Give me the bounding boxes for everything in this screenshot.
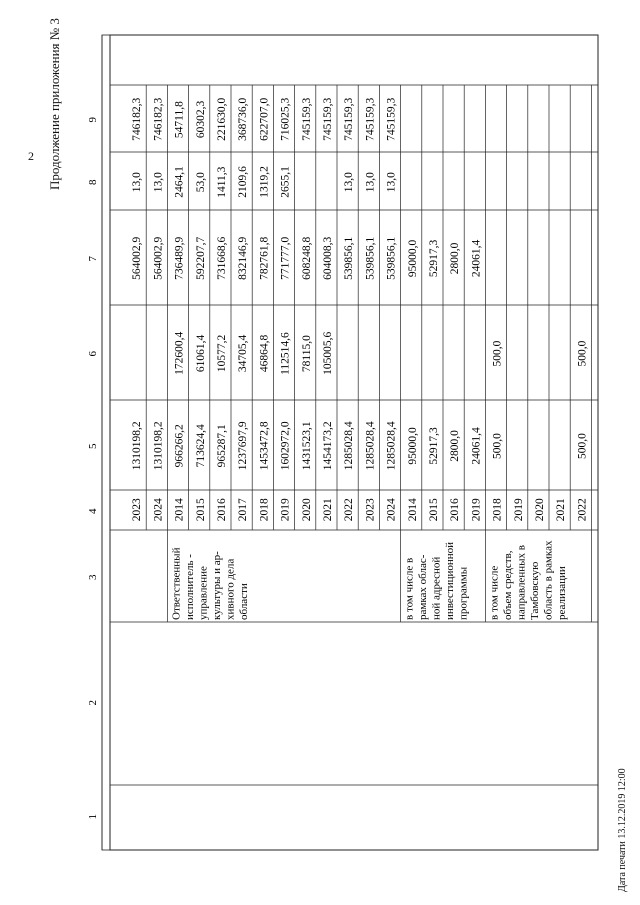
value-cell-8: 13,0 [152, 172, 165, 193]
value-cell-7: 592207,7 [194, 236, 207, 280]
column-header-4: 4 [87, 508, 99, 514]
value-cell-9: 368736,0 [237, 97, 250, 141]
value-cell-9: 221630,0 [216, 97, 228, 141]
year-cell: 2016 [216, 498, 228, 522]
value-cell-9: 745159,3 [300, 97, 313, 141]
print-date: Дата печати 13.12.2019 12:00 [617, 768, 628, 892]
value-cell-9: 746182,3 [152, 97, 165, 141]
value-cell-7: 608248,8 [300, 236, 313, 280]
value-cell-8: 13,0 [364, 172, 377, 193]
value-cell-6: 10577,2 [216, 334, 228, 373]
value-cell-7: 24061,4 [470, 239, 483, 278]
year-cell: 2015 [194, 498, 207, 522]
value-cell-6: 105005,6 [322, 331, 334, 375]
value-cell-5: 966266,2 [173, 424, 186, 468]
block-label-line: объем средств, [501, 550, 514, 620]
year-cell: 2019 [279, 498, 292, 522]
value-cell-5: 1310198,2 [131, 421, 144, 471]
value-cell-7: 539856,1 [343, 236, 356, 280]
block-label-line: инвестиционной [444, 541, 457, 620]
value-cell-7: 539856,1 [385, 236, 398, 280]
block-label-line: направленных в [515, 545, 528, 620]
value-cell-8: 13,0 [385, 172, 398, 193]
year-cell: 2014 [406, 498, 419, 522]
block-label-line: в том числе [488, 565, 501, 620]
value-cell-7: 832146,9 [237, 236, 250, 280]
block-label-line: Тамбовскую [528, 561, 541, 620]
value-cell-7: 736489,9 [173, 236, 186, 280]
value-cell-7: 564002,9 [131, 236, 144, 280]
value-cell-6: 61061,4 [194, 334, 207, 373]
value-cell-5: 1310198,2 [152, 421, 165, 471]
value-cell-7: 771777,0 [279, 236, 292, 280]
year-cell: 2022 [343, 498, 356, 522]
year-cell: 2020 [300, 498, 313, 522]
value-cell-8: 13,0 [131, 172, 144, 193]
value-cell-8: 2464,1 [173, 166, 186, 198]
value-cell-6: 500,0 [576, 340, 589, 367]
value-cell-7: 731668,6 [216, 236, 228, 280]
block-label-line: исполнитель - [183, 554, 196, 620]
value-cell-5: 1285028,4 [385, 421, 398, 471]
block-label-line: в том числе в [403, 557, 416, 620]
value-cell-7: 95000,0 [406, 239, 419, 278]
value-cell-8: 1411,3 [216, 166, 228, 198]
value-cell-7: 2800,0 [449, 242, 462, 275]
value-cell-5: 1431523,1 [300, 421, 313, 471]
block-label-line: Ответственный [170, 547, 183, 620]
value-cell-6: 172600,4 [173, 331, 186, 375]
column-header-2: 2 [87, 700, 99, 706]
column-header-9: 9 [87, 117, 99, 123]
value-cell-9: 745159,3 [364, 97, 377, 141]
value-cell-7: 539856,1 [364, 236, 377, 280]
value-cell-9: 60302,3 [194, 100, 207, 139]
year-cell: 2019 [512, 498, 525, 522]
value-cell-5: 713624,4 [194, 424, 207, 468]
value-cell-8: 2109,6 [237, 166, 250, 198]
header-band [102, 35, 110, 850]
column-header-5: 5 [87, 443, 99, 449]
value-cell-6: 34705,4 [237, 334, 250, 373]
value-cell-7: 604008,3 [322, 236, 334, 280]
year-cell: 2023 [131, 498, 144, 522]
value-cell-6: 46864,8 [258, 334, 271, 373]
value-cell-5: 1237697,9 [237, 421, 250, 471]
year-cell: 2023 [364, 498, 377, 522]
value-cell-5: 1453472,8 [258, 421, 271, 471]
year-cell: 2016 [449, 498, 462, 522]
block-label-line: культуры и ар- [210, 551, 223, 620]
block-label-line: реализации [555, 566, 568, 620]
column-header-7: 7 [87, 256, 99, 262]
column-header-6: 6 [87, 351, 99, 357]
value-cell-9: 716025,3 [279, 97, 292, 141]
value-cell-6: 78115,0 [300, 335, 313, 373]
year-cell: 2020 [534, 498, 546, 522]
year-cell: 2019 [470, 498, 483, 522]
page-number: 2 [28, 149, 34, 163]
value-cell-5: 500,0 [576, 433, 589, 459]
value-cell-9: 54711,8 [173, 101, 186, 139]
value-cell-5: 52917,3 [428, 427, 440, 465]
value-cell-5: 500,0 [491, 433, 504, 459]
year-cell: 2021 [322, 498, 334, 522]
value-cell-5: 965287,1 [216, 424, 228, 468]
value-cell-5: 95000,0 [406, 427, 419, 465]
value-cell-5: 1454173,2 [322, 421, 334, 471]
value-cell-9: 745159,3 [385, 97, 398, 141]
year-cell: 2017 [237, 498, 250, 522]
block-label-line: управление [197, 566, 210, 620]
column-header-1: 1 [87, 814, 99, 820]
block-label-line: хивного дела [224, 558, 237, 620]
value-cell-5: 2800,0 [449, 430, 462, 462]
year-cell: 2024 [385, 498, 398, 522]
value-cell-5: 24061,4 [470, 427, 483, 465]
value-cell-6: 500,0 [491, 340, 504, 367]
year-cell: 2021 [555, 498, 568, 522]
block-label-line: рамках облас- [417, 554, 430, 620]
year-cell: 2018 [491, 498, 504, 522]
value-cell-5: 1602972,0 [279, 421, 292, 471]
value-cell-9: 746182,3 [131, 97, 144, 141]
header-title: Продолжение приложения № 3 [47, 18, 62, 190]
year-cell: 2014 [173, 498, 186, 522]
value-cell-7: 564002,9 [152, 236, 165, 280]
value-cell-8: 13,0 [343, 172, 356, 193]
year-cell: 2015 [428, 498, 440, 522]
value-cell-7: 52917,3 [428, 239, 440, 278]
year-cell: 2024 [152, 498, 165, 522]
block-label-line: области [237, 583, 250, 620]
value-cell-5: 1285028,4 [343, 421, 356, 471]
block-label-line: область в рамках [542, 540, 555, 620]
value-cell-9: 622707,0 [258, 97, 271, 141]
value-cell-7: 782761,8 [258, 236, 271, 280]
column-header-8: 8 [87, 179, 99, 185]
year-cell: 2022 [576, 498, 589, 522]
value-cell-6: 112514,6 [279, 332, 292, 375]
year-cell: 2018 [258, 498, 271, 522]
block-label-line: ной адресной [430, 556, 443, 620]
value-cell-9: 745159,3 [343, 97, 356, 141]
value-cell-5: 1285028,4 [364, 421, 377, 471]
value-cell-9: 745159,3 [322, 97, 334, 141]
block-label-line: программы [457, 566, 470, 620]
value-cell-8: 1319,2 [258, 166, 271, 198]
value-cell-8: 53,0 [194, 172, 207, 193]
column-header-3: 3 [87, 574, 99, 580]
value-cell-8: 2655,1 [279, 166, 292, 198]
